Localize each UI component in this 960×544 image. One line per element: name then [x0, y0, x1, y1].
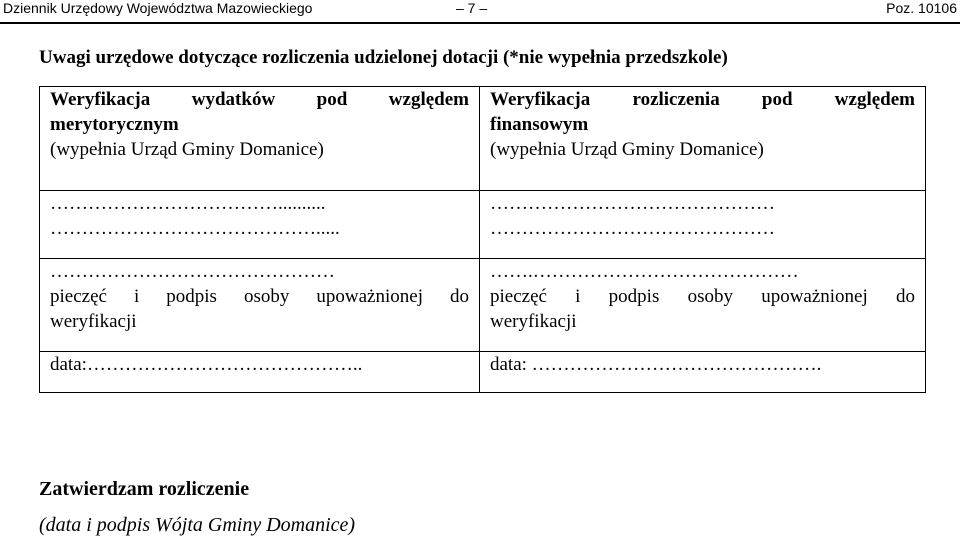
position-number: Poz. 10106: [886, 0, 957, 16]
verification-table: [39, 86, 926, 393]
right-signature-dots: …….……………………………………: [490, 261, 799, 282]
table-row: [40, 352, 926, 393]
right-remarks-cell: [480, 191, 926, 259]
table-row: [40, 191, 926, 259]
journal-title: Dziennik Urzędowy Województwa Mazowieckiego: [3, 0, 313, 16]
left-date-cell: [40, 352, 480, 393]
left-remarks-cell: [40, 191, 480, 259]
right-date-cell: [480, 352, 926, 393]
left-note: (wypełnia Urząd Gminy Domanice): [50, 139, 324, 160]
table-row: [40, 259, 926, 352]
left-date: data:……………………………………..: [50, 354, 363, 375]
right-title-line1: Weryfikacja rozliczenia pod względem: [490, 89, 915, 110]
left-remarks-line2: …………………………………….....: [50, 218, 340, 239]
left-signature-label-line2: weryfikacji: [50, 311, 137, 332]
right-signature-label-line2: weryfikacji: [490, 311, 577, 332]
right-remarks-line1: ………………………………………: [490, 193, 775, 214]
left-title-line2: merytorycznym: [50, 114, 179, 135]
page-header: [0, 0, 960, 24]
right-title-cell: [480, 87, 926, 191]
right-title-line2: finansowym: [490, 114, 589, 135]
right-signature-label-line1: pieczęć i podpis osoby upoważnionej do: [490, 286, 915, 307]
left-signature-cell: [40, 259, 480, 352]
page-number: – 7 –: [456, 0, 488, 16]
left-title-cell: [40, 87, 480, 191]
left-signature-dots: ………………………………………: [50, 261, 335, 282]
right-signature-cell: [480, 259, 926, 352]
table-row: [40, 87, 926, 191]
right-note: (wypełnia Urząd Gminy Domanice): [490, 139, 764, 160]
right-date: data: ……………………………………….: [490, 354, 822, 375]
right-remarks-line2: ………………………………………: [490, 218, 775, 239]
approval-title: Zatwierdzam rozliczenie: [39, 478, 250, 500]
left-remarks-line1: ………………………………..........: [50, 193, 326, 214]
section-title: Uwagi urzędowe dotyczące rozliczenia udzielonej dotacji (*nie wypełnia przedszkole): [39, 47, 728, 68]
approval-subtitle: (data i podpis Wójta Gminy Domanice): [39, 514, 356, 536]
left-signature-label-line1: pieczęć i podpis osoby upoważnionej do: [50, 286, 469, 307]
left-title-line1: Weryfikacja wydatków pod względem: [50, 89, 469, 110]
